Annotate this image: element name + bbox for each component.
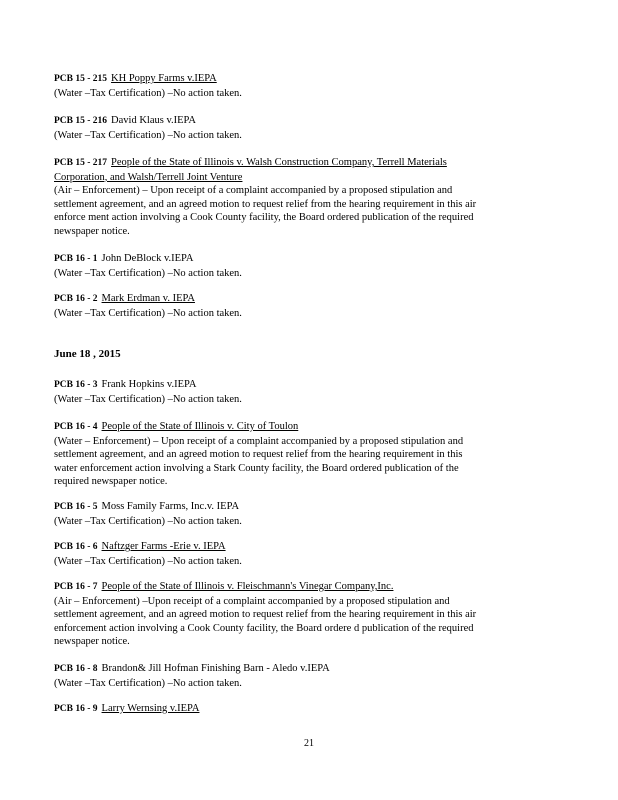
case-summary-line: enforcement action involving a Cook County facility, the Board ordere d publication of the required [54, 622, 474, 634]
case-title: People of the State of Illinois v. Walsh Construction Company, Terrell Materials [111, 157, 447, 168]
case-number: PCB 16 - 9 [54, 704, 98, 714]
case-summary-line: (Water –Tax Certification) –No action taken. [54, 515, 242, 527]
case-summary-line: (Water –Tax Certification) –No action taken. [54, 307, 242, 319]
case-title: David Klaus v.IEPA [111, 115, 197, 126]
case-entry [54, 662, 544, 690]
case-entry [54, 420, 544, 489]
case-summary-line: (Water –Tax Certification) –No action taken. [54, 87, 242, 99]
case-title: People of the State of Illinois v. City of Toulon [101, 421, 299, 432]
case-summary-line: (Air – Enforcement) – Upon receipt of a complaint accompanied by a proposed stipulation and [54, 185, 453, 197]
case-number: PCB 15 - 215 [54, 74, 108, 84]
case-summary-line: (Air – Enforcement) –Upon receipt of a complaint accompanied by a proposed stipulation and [54, 595, 450, 607]
date-heading: June 18 , 2015 [54, 348, 121, 360]
case-title: John DeBlock v.IEPA [101, 253, 194, 264]
case-title: Mark Erdman v. IEPA [101, 293, 195, 304]
case-title-continued: Corporation, and Walsh/Terrell Joint Venture [54, 171, 243, 183]
case-title: Frank Hopkins v.IEPA [101, 379, 197, 390]
case-summary-line: (Water –Tax Certification) –No action taken. [54, 267, 242, 279]
case-entry [54, 72, 544, 100]
case-summary-line: settlement agreement, and an agreed motion to request relief from the hearing requirement in this air [54, 198, 477, 210]
case-summary-line: newspaper notice. [54, 225, 130, 237]
case-summary-line: (Water – Enforcement) – Upon receipt of a complaint accompanied by a proposed stipulation and [54, 435, 464, 447]
case-summary-line: (Water –Tax Certification) –No action taken. [54, 129, 242, 141]
case-number: PCB 16 - 2 [54, 294, 98, 304]
case-title: Larry Wernsing v.IEPA [101, 703, 200, 714]
case-entry [54, 292, 544, 320]
case-summary-line: required newspaper notice. [54, 476, 168, 488]
page-number: 21 [304, 738, 314, 749]
case-number: PCB 16 - 4 [54, 422, 98, 432]
case-summary-line: newspaper notice. [54, 636, 130, 648]
case-number: PCB 16 - 5 [54, 502, 98, 512]
case-entry [54, 378, 544, 406]
case-summary-line: (Water –Tax Certification) –No action taken. [54, 677, 242, 689]
case-number: PCB 16 - 6 [54, 542, 98, 552]
case-number: PCB 16 - 7 [54, 582, 98, 592]
case-title: Brandon& Jill Hofman Finishing Barn - Aledo v.IEPA [101, 663, 330, 674]
case-entry [54, 702, 544, 717]
case-title: KH Poppy Farms v.IEPA [111, 73, 217, 84]
case-entry [54, 500, 544, 528]
case-summary-line: settlement agreement, and an agreed motion to request relief from the hearing requirement in this [54, 449, 463, 461]
case-number: PCB 15 - 217 [54, 158, 108, 168]
case-title: Moss Family Farms, Inc.v. IEPA [101, 501, 240, 512]
case-number: PCB 16 - 8 [54, 664, 98, 674]
case-number: PCB 16 - 1 [54, 254, 98, 264]
case-number: PCB 15 - 216 [54, 116, 108, 126]
case-summary-line: (Water –Tax Certification) –No action taken. [54, 555, 242, 567]
case-summary-line: settlement agreement, and an agreed motion to request relief from the hearing requirement in this air [54, 609, 477, 621]
case-title: Naftzger Farms -Erie v. IEPA [101, 541, 226, 552]
case-summary-line: water enforcement action involving a Stark County facility, the Board ordered publication of the [54, 462, 459, 474]
case-entry [54, 114, 544, 142]
case-summary-line: enforce ment action involving a Cook County facility, the Board ordered publication of the required [54, 212, 474, 224]
case-entry [54, 580, 544, 649]
case-number: PCB 16 - 3 [54, 380, 98, 390]
case-entry [54, 252, 544, 280]
case-title: People of the State of Illinois v. Fleischmann's Vinegar Company,Inc. [101, 581, 394, 592]
case-summary-line: (Water –Tax Certification) –No action taken. [54, 393, 242, 405]
case-entry [54, 540, 544, 568]
case-entry [54, 156, 544, 239]
